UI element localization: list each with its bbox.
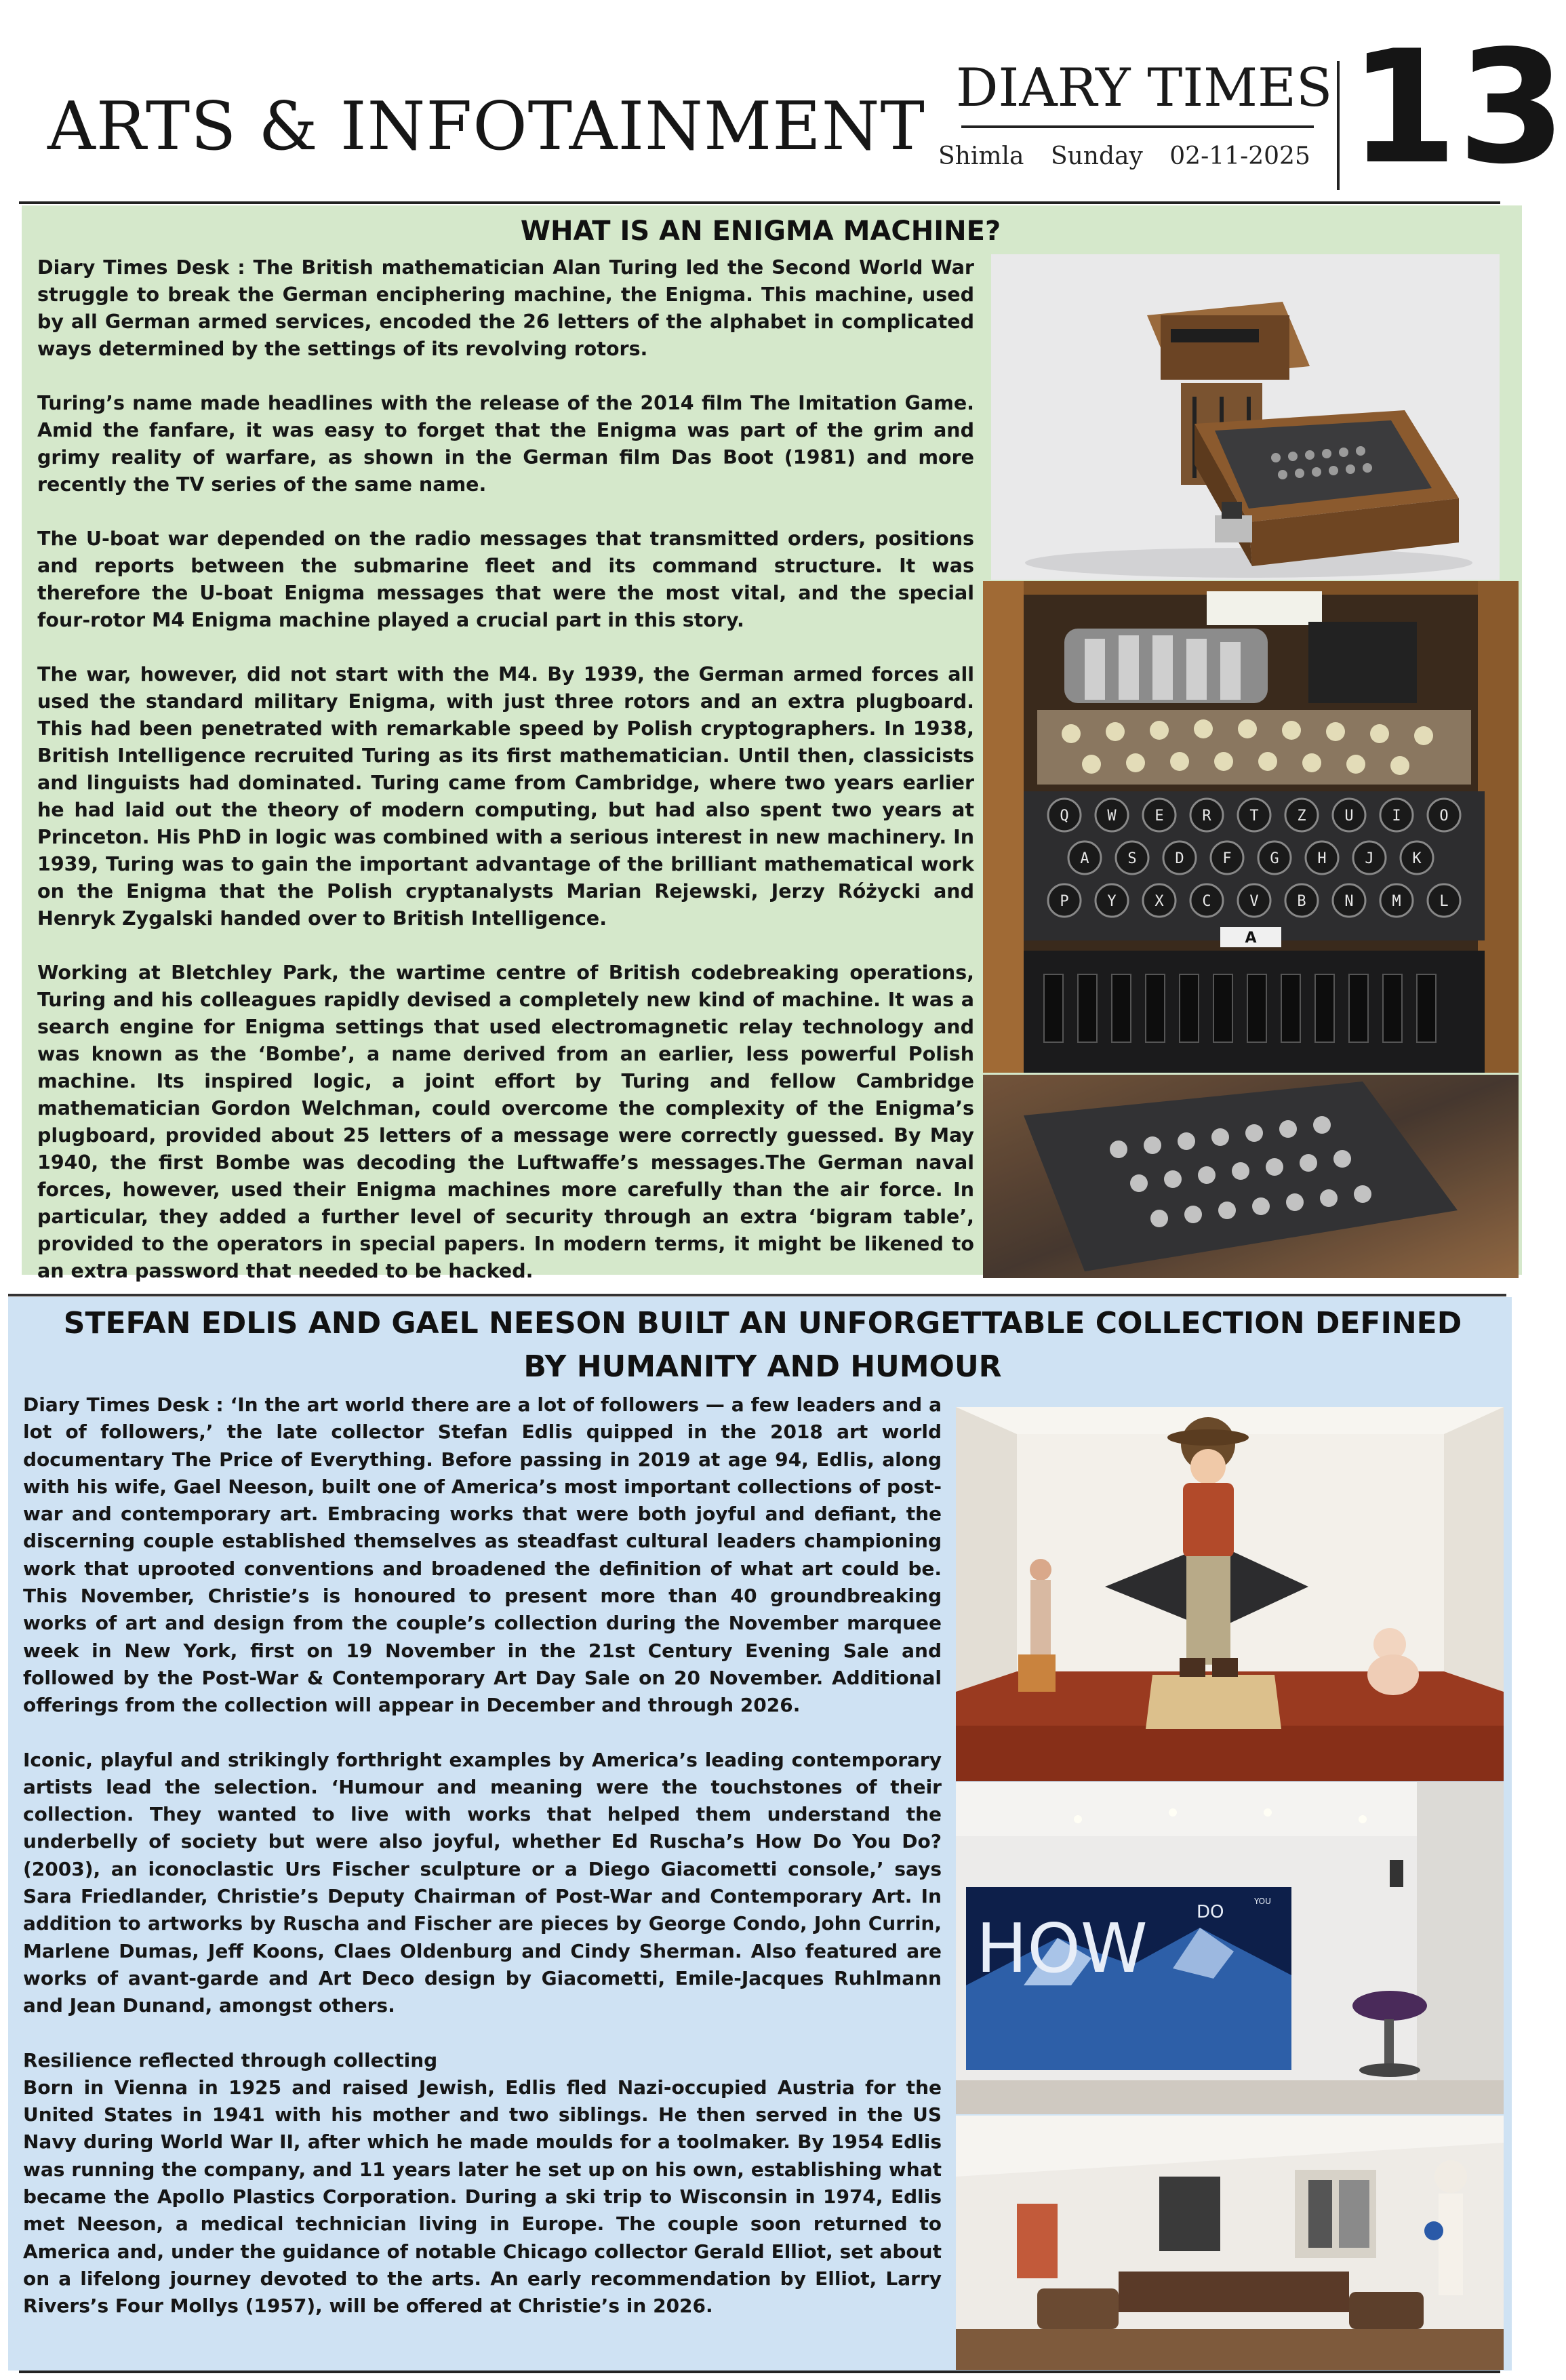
enigma-key-letter: H xyxy=(1317,850,1327,867)
painting-word-do: DO xyxy=(1197,1902,1224,1922)
masthead-vertical-rule xyxy=(1337,61,1340,190)
article1-body xyxy=(37,254,974,1285)
enigma-key-letter: Q xyxy=(1060,808,1069,825)
enigma-key-letter: T xyxy=(1249,808,1259,825)
enigma-key-letter: W xyxy=(1107,808,1117,825)
enigma-key-letter: Z xyxy=(1297,808,1306,825)
gallery-livingroom-photo xyxy=(956,2116,1504,2370)
enigma-key-letter: X xyxy=(1155,893,1164,910)
section-divider xyxy=(8,1294,1506,1296)
bottom-rule xyxy=(19,2371,1500,2373)
article2-body xyxy=(23,1391,942,2320)
dateline-city: Shimla xyxy=(938,142,1024,170)
enigma-key-letter: Y xyxy=(1107,893,1117,910)
enigma-key-letter: R xyxy=(1202,808,1211,825)
enigma-key-letter: P xyxy=(1060,893,1069,910)
enigma-lamp-label: A xyxy=(1245,930,1257,947)
gallery-cowboy-photo xyxy=(956,1407,1504,1781)
enigma-key-letter: U xyxy=(1344,808,1354,825)
enigma-key-letter: B xyxy=(1297,893,1306,910)
article1-paragraph: Diary Times Desk : The British mathematician Alan Turing led the Second World War struggle to break the German enciphering machine, the Enigma. This machine, used by all German armed services, encoded the 26 letters of the alphabet in complicated ways determined by the settings of its revolving rotors. xyxy=(37,256,974,360)
enigma-key-letter: O xyxy=(1439,808,1449,825)
dateline-date: 02-11-2025 xyxy=(1169,142,1310,170)
painting-word-you: YOU xyxy=(1254,1897,1271,1906)
article1-paragraph: The war, however, did not start with the M4. By 1939, the German armed forces all used the standard military Enigma, with just three rotors and an extra plugboard. This had been penetrated with remarkable speed by Polish cryptographers. In 1938, British Intelligence recruited Turing as its first mathematician. Until then, classicists and linguists had dominated. Turing came from Cambridge, where two years earlier he had laid out the theory of modern computing, but had also spent two years at Princeton. His PhD in logic was combined with a serious interest in new machinery. In 1939, Turing was to gain the important advantage of the brilliant mathematical work on the Enigma that the Polish cryptanalysts Marian Rejewski, Jerzy Różycki and Henryk Zygalski handed over to British Intelligence. xyxy=(37,663,974,930)
article2-paragraph: Iconic, playful and strikingly forthright examples by America’s leading contemporary artists lead the selection. ‘Humour and meaning were the touchstones of their collection. They wanted to live with works that helped them understand the underbelly of society but were also joyful, whether Ed Ruscha’s How Do You Do? (2003), an iconoclastic Urs Fischer sculpture or a Diego Giacometti console,’ says Sara Friedlander, Christie’s Deputy Chairman of Post-War and Contemporary Art. In addition to artworks by Ruscha and Fischer are pieces by George Condo, John Currin, Marlene Dumas, Jeff Koons, Claes Oldenburg and Cindy Sherman. Also featured are works of avant-garde and Art Deco design by Giacometti, Emile-Jacques Ruhlmann and Jean Dunand, amongst others. xyxy=(23,1748,942,2017)
enigma-box-photo xyxy=(991,254,1500,580)
enigma-keyboard-photo xyxy=(983,581,1519,1073)
enigma-key-letter: D xyxy=(1175,850,1184,867)
article2-subheading: Resilience reflected through collecting xyxy=(23,2048,438,2071)
enigma-key-letter: J xyxy=(1365,850,1374,867)
article1-paragraph: The U-boat war depended on the radio messages that transmitted orders, positions and reports between the submarine fleet and its command structure. It was therefore the U-boat Enigma messages that were the most vital, and the special four-rotor M4 Enigma machine played a crucial part in this story. xyxy=(37,528,974,631)
paper-name: DIARY TIMES xyxy=(956,58,1333,119)
enigma-key-letter: I xyxy=(1392,808,1401,825)
enigma-key-letter: C xyxy=(1202,893,1211,910)
enigma-key-letter: G xyxy=(1270,850,1279,867)
dateline xyxy=(929,142,1310,170)
enigma-key-letter: A xyxy=(1080,850,1089,867)
top-rule xyxy=(19,201,1500,204)
enigma-key-letter: M xyxy=(1392,893,1401,910)
masthead-rule xyxy=(961,125,1314,128)
article2-paragraph: Born in Vienna in 1925 and raised Jewish, Edlis fled Nazi-occupied Austria for the United States in 1941 with his mother and two siblings. He then served in the US Navy during World War II, after which he made moulds for a toolmaker. By 1954 Edlis was running the company, and 11 years later he set up on his own, establishing what became the Apollo Plastics Corporation. During a ski trip to Wisconsin in 1974, Edlis met Neeson, a medical technician living in Europe. The couple soon returned to America and, under the guidance of notable Chicago collector Gerald Elliot, set about on a lifelong journey devoted to the arts. An early recommendation by Elliot, Larry Rivers’s Four Mollys (1957), will be offered at Christie’s in 2026. xyxy=(23,2076,942,2318)
article1-paragraph: Working at Bletchley Park, the wartime centre of British codebreaking operations, Turing and his colleagues rapidly devised a completely new kind of machine. It was a search engine for Enigma settings that used electromagnetic relay technology and was known as the ‘Bombe’, a name derived from an earlier, less powerful Polish machine. Its inspired logic, a joint effort by Turing and fellow Cambridge mathematician Gordon Welchman, could overcome the complexity of the Enigma’s plugboard, provided about 25 letters of a message were correctly guessed. By May 1940, the first Bombe was decoding the Luftwaffe’s messages.The German naval forces, however, used their Enigma machines more carefully than the air force. In particular, they added a further level of security through an extra ‘bigram table’, provided to the operators in special papers. In modern terms, it might be likened to an extra password that needed to be hacked. xyxy=(37,961,974,1282)
enigma-key-letter: V xyxy=(1249,893,1259,910)
enigma-key-letter: K xyxy=(1412,850,1422,867)
gallery-painting-photo xyxy=(956,1782,1504,2114)
dateline-day: Sunday xyxy=(1050,142,1143,170)
article1-paragraph: Turing’s name made headlines with the release of the 2014 film The Imitation Game. Amid the fanfare, it was easy to forget that the Enigma was part of the grim and grimy reality of warfare, as shown in the German film Das Boot (1981) and more recently the TV series of the same name. xyxy=(37,392,974,496)
enigma-key-letter: F xyxy=(1222,850,1232,867)
article2-paragraph: Diary Times Desk : ‘In the art world there are a lot of followers — a few leaders and a lot of followers,’ the late collector Stefan Edlis quipped in the 2018 art world documentary The Price of Everything. Before passing in 2019 at age 94, Edlis, along with his wife, Gael Neeson, built one of America’s most important collections of post-war and contemporary art. Embracing works that were both joyful and defiant, the discerning couple established themselves as steadfast cultural leaders championing work that uprooted conventions and broadened the definition of what art could be. This November, Christie’s is honoured to present more than 40 groundbreaking works of art and design from the couple’s collection during the November marquee week in New York, first on 19 November in the 21st Century Evening Sale and followed by the Post-War & Contemporary Art Day Sale on 20 November. Additional offerings from the collection will appear in December and through 2026. xyxy=(23,1393,942,1717)
article1-headline: WHAT IS AN ENIGMA MACHINE? xyxy=(520,216,1001,247)
section-title: ARTS & INFOTAINMENT xyxy=(47,88,925,165)
enigma-closeup-photo xyxy=(983,1075,1519,1278)
page-number: 13 xyxy=(1349,18,1566,199)
article2-headline: STEFAN EDLIS AND GAEL NEESON BUILT AN UNFORGETTABLE COLLECTION DEFINED BY HUMANITY AND HUMOUR xyxy=(63,1306,1462,1384)
painting-word-how: HOW xyxy=(976,1909,1148,1988)
enigma-key-letter: S xyxy=(1127,850,1137,867)
enigma-key-letter: E xyxy=(1155,808,1164,825)
enigma-key-letter: L xyxy=(1439,893,1449,910)
enigma-key-letter: N xyxy=(1344,893,1354,910)
